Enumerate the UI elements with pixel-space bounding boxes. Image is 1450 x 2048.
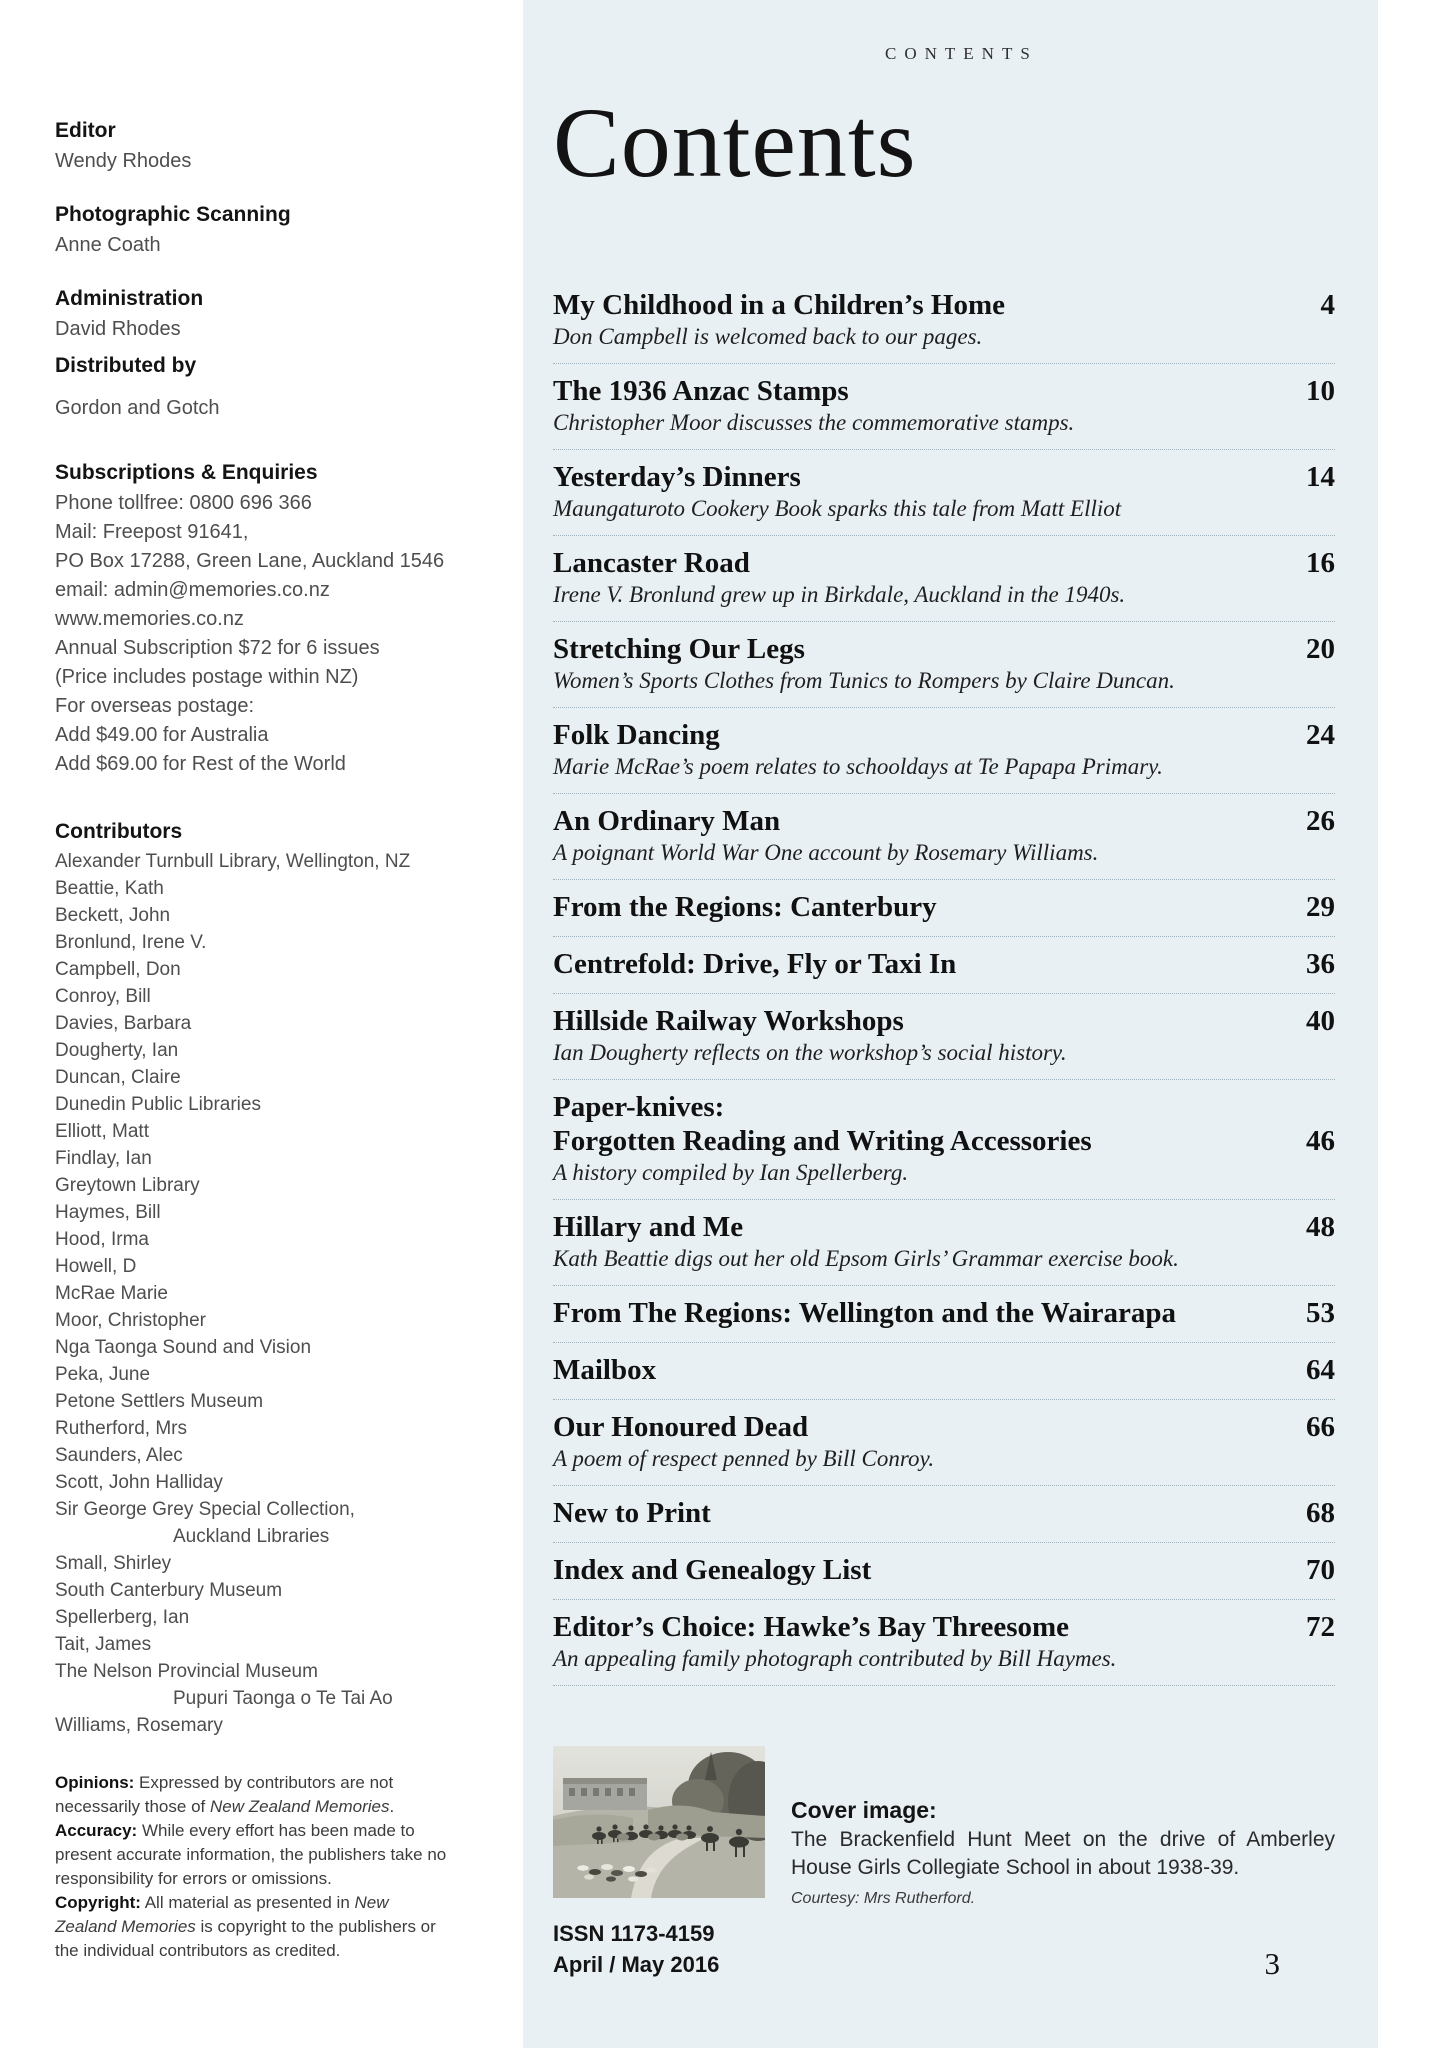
editor-name: Wendy Rhodes: [55, 150, 192, 172]
toc-entry-title: [553, 374, 1286, 408]
toc-entry: [553, 1080, 1335, 1200]
contributor-line: Williams, Rosemary: [55, 1715, 223, 1736]
distribution-name: Gordon and Gotch: [55, 397, 220, 419]
subscription-line: Add $69.00 for Rest of the World: [55, 753, 346, 775]
editor-section: [55, 118, 457, 175]
toc-entry-line: [553, 1410, 1335, 1444]
toc-entry-title-line1: Hillary and Me: [553, 1211, 744, 1243]
toc-entry-line: [553, 288, 1335, 322]
cover-image-heading: Cover image:: [791, 1797, 937, 1823]
administration-name: David Rhodes: [55, 318, 181, 340]
toc-entry-line: [553, 460, 1335, 494]
contributor-line: Moor, Christopher: [55, 1310, 207, 1331]
toc-entry-title-line1: Stretching Our Legs: [553, 633, 805, 665]
issn: ISSN 1173-4159: [553, 1921, 715, 1946]
contributor-line: Haymes, Bill: [55, 1202, 161, 1223]
contributor-line: Howell, D: [55, 1256, 137, 1277]
contributor-line: Spellerberg, Ian: [55, 1607, 190, 1628]
toc-entry-subtitle: Kath Beattie digs out her old Epsom Girls’ Grammar exercise book.: [553, 1246, 1179, 1271]
photographic-scanning-heading: Photographic Scanning: [55, 203, 291, 226]
contributor-line: Campbell, Don: [55, 959, 181, 980]
toc-entry-subtitle: Irene V. Bronlund grew up in Birkdale, Auckland in the 1940s.: [553, 582, 1126, 607]
notice-line: [55, 1819, 450, 1891]
toc-entry-page-number: 64: [1306, 1354, 1335, 1386]
contributor-line: McRae Marie: [55, 1283, 168, 1304]
toc-entry-page-number: 66: [1306, 1411, 1335, 1443]
toc-entry-title: [553, 890, 1286, 924]
contributor-line: Rutherford, Mrs: [55, 1418, 187, 1439]
toc-entry-title: [553, 1090, 1286, 1158]
toc-entry-title-line1: New to Print: [553, 1497, 711, 1529]
toc-entry: [553, 536, 1335, 622]
toc-entry-title-line1: Index and Genealogy List: [553, 1554, 872, 1586]
toc-entry-page-number: 4: [1320, 289, 1335, 321]
contributor-line: Petone Settlers Museum: [55, 1391, 264, 1412]
toc-entry-subtitle: A poem of respect penned by Bill Conroy.: [553, 1446, 935, 1471]
toc-entry: [553, 937, 1335, 994]
toc-entry-title-line1: Mailbox: [553, 1354, 657, 1386]
contributor-line: Peka, June: [55, 1364, 151, 1385]
issn-block: [553, 1918, 765, 1980]
subscriptions-section: [55, 460, 457, 779]
toc-entry-title-line1: Paper-knives:: [553, 1091, 725, 1123]
toc-entry-title: [553, 1610, 1286, 1644]
running-head: CONTENTS: [885, 44, 1038, 63]
contributor-line: Beattie, Kath: [55, 878, 164, 899]
notice-label: Accuracy:: [55, 1821, 138, 1840]
toc-entry-line: [553, 1610, 1335, 1644]
toc-entry-line: [553, 1553, 1335, 1587]
contributor-line: Scott, John Halliday: [55, 1472, 223, 1493]
toc-entry-page-number: 72: [1306, 1611, 1335, 1643]
toc-entry-title-line1: From The Regions: Wellington and the Wairarapa: [553, 1297, 1177, 1329]
contributor-line: Findlay, Ian: [55, 1148, 152, 1169]
cover-image-column: [553, 1746, 765, 1980]
contributor-line: South Canterbury Museum: [55, 1580, 283, 1601]
contributors-list: [55, 848, 457, 1739]
administration-heading: Administration: [55, 287, 204, 310]
toc-entry-subtitle: A poignant World War One account by Rosemary Williams.: [553, 840, 1099, 865]
masthead-column: [55, 118, 457, 1963]
toc-entry-page-number: 68: [1306, 1497, 1335, 1529]
contents-panel: [523, 0, 1378, 2048]
toc-entry-page-number: 16: [1306, 547, 1335, 579]
toc-entry-title: [553, 1410, 1286, 1444]
toc-entry-page-number: 40: [1306, 1005, 1335, 1037]
contributor-line: Davies, Barbara: [55, 1013, 192, 1034]
toc-entry-line: [553, 1496, 1335, 1530]
toc-entry-subtitle: Don Campbell is welcomed back to our pages.: [553, 324, 983, 349]
toc-entry-title-line1: My Childhood in a Children’s Home: [553, 289, 1005, 321]
toc-entry-page-number: 48: [1306, 1211, 1335, 1243]
toc-entry-line: [553, 1090, 1335, 1158]
contributor-line: Dunedin Public Libraries: [55, 1094, 261, 1115]
contributor-line: Dougherty, Ian: [55, 1040, 179, 1061]
cover-photo: [553, 1746, 765, 1898]
toc-entry-title: [553, 1553, 1286, 1587]
toc-entry-title: [553, 632, 1286, 666]
subscription-line: PO Box 17288, Green Lane, Auckland 1546: [55, 550, 445, 572]
photographic-scanning-name: Anne Coath: [55, 234, 161, 256]
photographic-scanning-section: [55, 202, 457, 259]
legal-notices: [55, 1771, 450, 1963]
cover-image-courtesy: Courtesy: Mrs Rutherford.: [791, 1890, 976, 1907]
toc-entry-page-number: 20: [1306, 633, 1335, 665]
toc-entry-title: [553, 718, 1286, 752]
toc-entry-page-number: 46: [1306, 1125, 1335, 1157]
contributor-line: Small, Shirley: [55, 1553, 172, 1574]
toc-entry-line: [553, 632, 1335, 666]
toc-entry-title-line1: An Ordinary Man: [553, 805, 781, 837]
toc-entry: [553, 1600, 1335, 1686]
toc-entry-subtitle: Women’s Sports Clothes from Tunics to Rompers by Claire Duncan.: [553, 668, 1175, 693]
subscriptions-heading: Subscriptions & Enquiries: [55, 461, 318, 484]
toc-entry: [553, 1486, 1335, 1543]
subscription-line: Phone tollfree: 0800 696 366: [55, 492, 312, 514]
folio-page-number: 3: [1264, 1946, 1280, 1981]
contributor-line: Pupuri Taonga o Te Tai Ao: [173, 1688, 393, 1709]
toc-entry-page-number: 24: [1306, 719, 1335, 751]
contributor-line: Duncan, Claire: [55, 1067, 181, 1088]
notice-italic-title: New Zealand Memories: [55, 1893, 389, 1936]
editor-heading: Editor: [55, 119, 116, 142]
toc-entry-line: [553, 890, 1335, 924]
toc-entry: [553, 278, 1335, 364]
toc-entry: [553, 994, 1335, 1080]
administration-section: [55, 286, 457, 343]
toc-entry: [553, 1200, 1335, 1286]
cover-image-section: [553, 1746, 1335, 1980]
toc-entry-title-line1: The 1936 Anzac Stamps: [553, 375, 849, 407]
toc-entry-subtitle: An appealing family photograph contributed by Bill Haymes.: [553, 1646, 1117, 1671]
toc-entry-line: [553, 947, 1335, 981]
toc-entry-title: [553, 1496, 1286, 1530]
toc-entry-line: [553, 546, 1335, 580]
toc-entry: [553, 1543, 1335, 1600]
notice-label: Opinions:: [55, 1773, 135, 1792]
toc-entry-page-number: 53: [1306, 1297, 1335, 1329]
toc-entry-line: [553, 718, 1335, 752]
contributor-line: Tait, James: [55, 1634, 152, 1655]
toc-entry-page-number: 36: [1306, 948, 1335, 980]
toc-entry-subtitle: Ian Dougherty reflects on the workshop’s social history.: [553, 1040, 1067, 1065]
distribution-heading: Distributed by: [55, 354, 197, 377]
toc-entry: [553, 708, 1335, 794]
toc-entry-page-number: 10: [1306, 375, 1335, 407]
toc-entry-title: [553, 1296, 1286, 1330]
contributor-line: Sir George Grey Special Collection,: [55, 1499, 355, 1520]
notice-label: Copyright:: [55, 1893, 141, 1912]
notice-text: All material as presented in: [140, 1893, 355, 1912]
distribution-section: [55, 353, 457, 422]
contributor-line: Auckland Libraries: [173, 1526, 330, 1547]
subscription-line: email: admin@memories.co.nz: [55, 579, 330, 601]
toc-entry-title-line1: Editor’s Choice: Hawke’s Bay Threesome: [553, 1611, 1070, 1643]
toc-entry-line: [553, 374, 1335, 408]
notice-text: While every effort has been made to present accurate information, the publishers take no responsibility for errors or omissions.: [55, 1821, 447, 1888]
toc-entry-title-line1: Folk Dancing: [553, 719, 720, 751]
contributor-line: Saunders, Alec: [55, 1445, 183, 1466]
toc-entry-line: [553, 1210, 1335, 1244]
notice-text: Expressed by contributors are not necessarily those of: [55, 1773, 394, 1816]
toc-entry: [553, 364, 1335, 450]
toc-entry-title-line2: Forgotten Reading and Writing Accessories: [553, 1125, 1092, 1157]
toc-entry: [553, 1286, 1335, 1343]
subscription-line: www.memories.co.nz: [55, 608, 244, 630]
subscription-line: Add $49.00 for Australia: [55, 724, 269, 746]
toc-entry-line: [553, 1004, 1335, 1038]
contributor-line: Beckett, John: [55, 905, 171, 926]
toc-entry-title-line1: Lancaster Road: [553, 547, 750, 579]
toc-entry-title-line1: Our Honoured Dead: [553, 1411, 809, 1443]
toc-list: [553, 278, 1335, 1686]
notice-line: [55, 1891, 450, 1963]
issue-date: April / May 2016: [553, 1952, 720, 1977]
toc-entry: [553, 1343, 1335, 1400]
toc-entry-title: [553, 288, 1301, 322]
contributor-line: Greytown Library: [55, 1175, 200, 1196]
toc-entry-subtitle: Maungaturoto Cookery Book sparks this tale from Matt Elliot: [553, 496, 1122, 521]
toc-entry-page-number: 14: [1306, 461, 1335, 493]
toc-entry: [553, 880, 1335, 937]
toc-entry-line: [553, 1353, 1335, 1387]
notice-italic-title: New Zealand Memories: [209, 1797, 390, 1816]
cover-image-description: The Brackenfield Hunt Meet on the drive of Amberley House Girls Collegiate School in about 1938-39.: [791, 1828, 1335, 1879]
subscription-line: (Price includes postage within NZ): [55, 666, 359, 688]
contributor-line: Alexander Turnbull Library, Wellington, NZ: [55, 851, 411, 872]
toc-entry-subtitle: A history compiled by Ian Spellerberg.: [553, 1160, 909, 1185]
toc-entry-page-number: 70: [1306, 1554, 1335, 1586]
toc-entry-title-line1: Centrefold: Drive, Fly or Taxi In: [553, 948, 957, 980]
toc-entry-subtitle: Christopher Moor discusses the commemorative stamps.: [553, 410, 1075, 435]
page-title: Contents: [553, 87, 917, 198]
contributor-line: Bronlund, Irene V.: [55, 932, 207, 953]
toc-entry-title: [553, 1353, 1286, 1387]
toc-entry-line: [553, 1296, 1335, 1330]
toc-entry-title: [553, 947, 1286, 981]
toc-entry-title: [553, 1210, 1286, 1244]
notice-line: [55, 1771, 450, 1819]
toc-entry-page-number: 26: [1306, 805, 1335, 837]
subscription-line: Mail: Freepost 91641,: [55, 521, 249, 543]
contributor-line: Hood, Irma: [55, 1229, 149, 1250]
toc-entry-title: [553, 804, 1286, 838]
contributor-line: Conroy, Bill: [55, 986, 151, 1007]
notice-text-after: .: [389, 1797, 395, 1816]
contributor-line: The Nelson Provincial Museum: [55, 1661, 318, 1682]
toc-entry-title: [553, 1004, 1286, 1038]
toc-entry-page-number: 29: [1306, 891, 1335, 923]
notice-text-after: is copyright to the publishers or the individual contributors as credited.: [55, 1917, 436, 1960]
toc-entry-title: [553, 460, 1286, 494]
toc-entry: [553, 1400, 1335, 1486]
cover-caption-column: [765, 1746, 1335, 1980]
toc-entry: [553, 450, 1335, 536]
toc-entry-subtitle: Marie McRae’s poem relates to schooldays at Te Papapa Primary.: [553, 754, 1163, 779]
toc-entry-title-line1: From the Regions: Canterbury: [553, 891, 937, 923]
contributor-line: Nga Taonga Sound and Vision: [55, 1337, 312, 1358]
toc-entry-title-line1: Yesterday’s Dinners: [553, 461, 801, 493]
subscription-line: For overseas postage:: [55, 695, 254, 717]
subscriptions-lines: [55, 489, 457, 779]
contributor-line: Elliott, Matt: [55, 1121, 149, 1142]
toc-entry-title: [553, 546, 1286, 580]
contributors-heading: Contributors: [55, 820, 183, 843]
subscription-line: Annual Subscription $72 for 6 issues: [55, 637, 380, 659]
toc-entry-line: [553, 804, 1335, 838]
contributors-section: [55, 819, 457, 1739]
toc-entry: [553, 794, 1335, 880]
toc-entry-title-line1: Hillside Railway Workshops: [553, 1005, 904, 1037]
toc-entry: [553, 622, 1335, 708]
